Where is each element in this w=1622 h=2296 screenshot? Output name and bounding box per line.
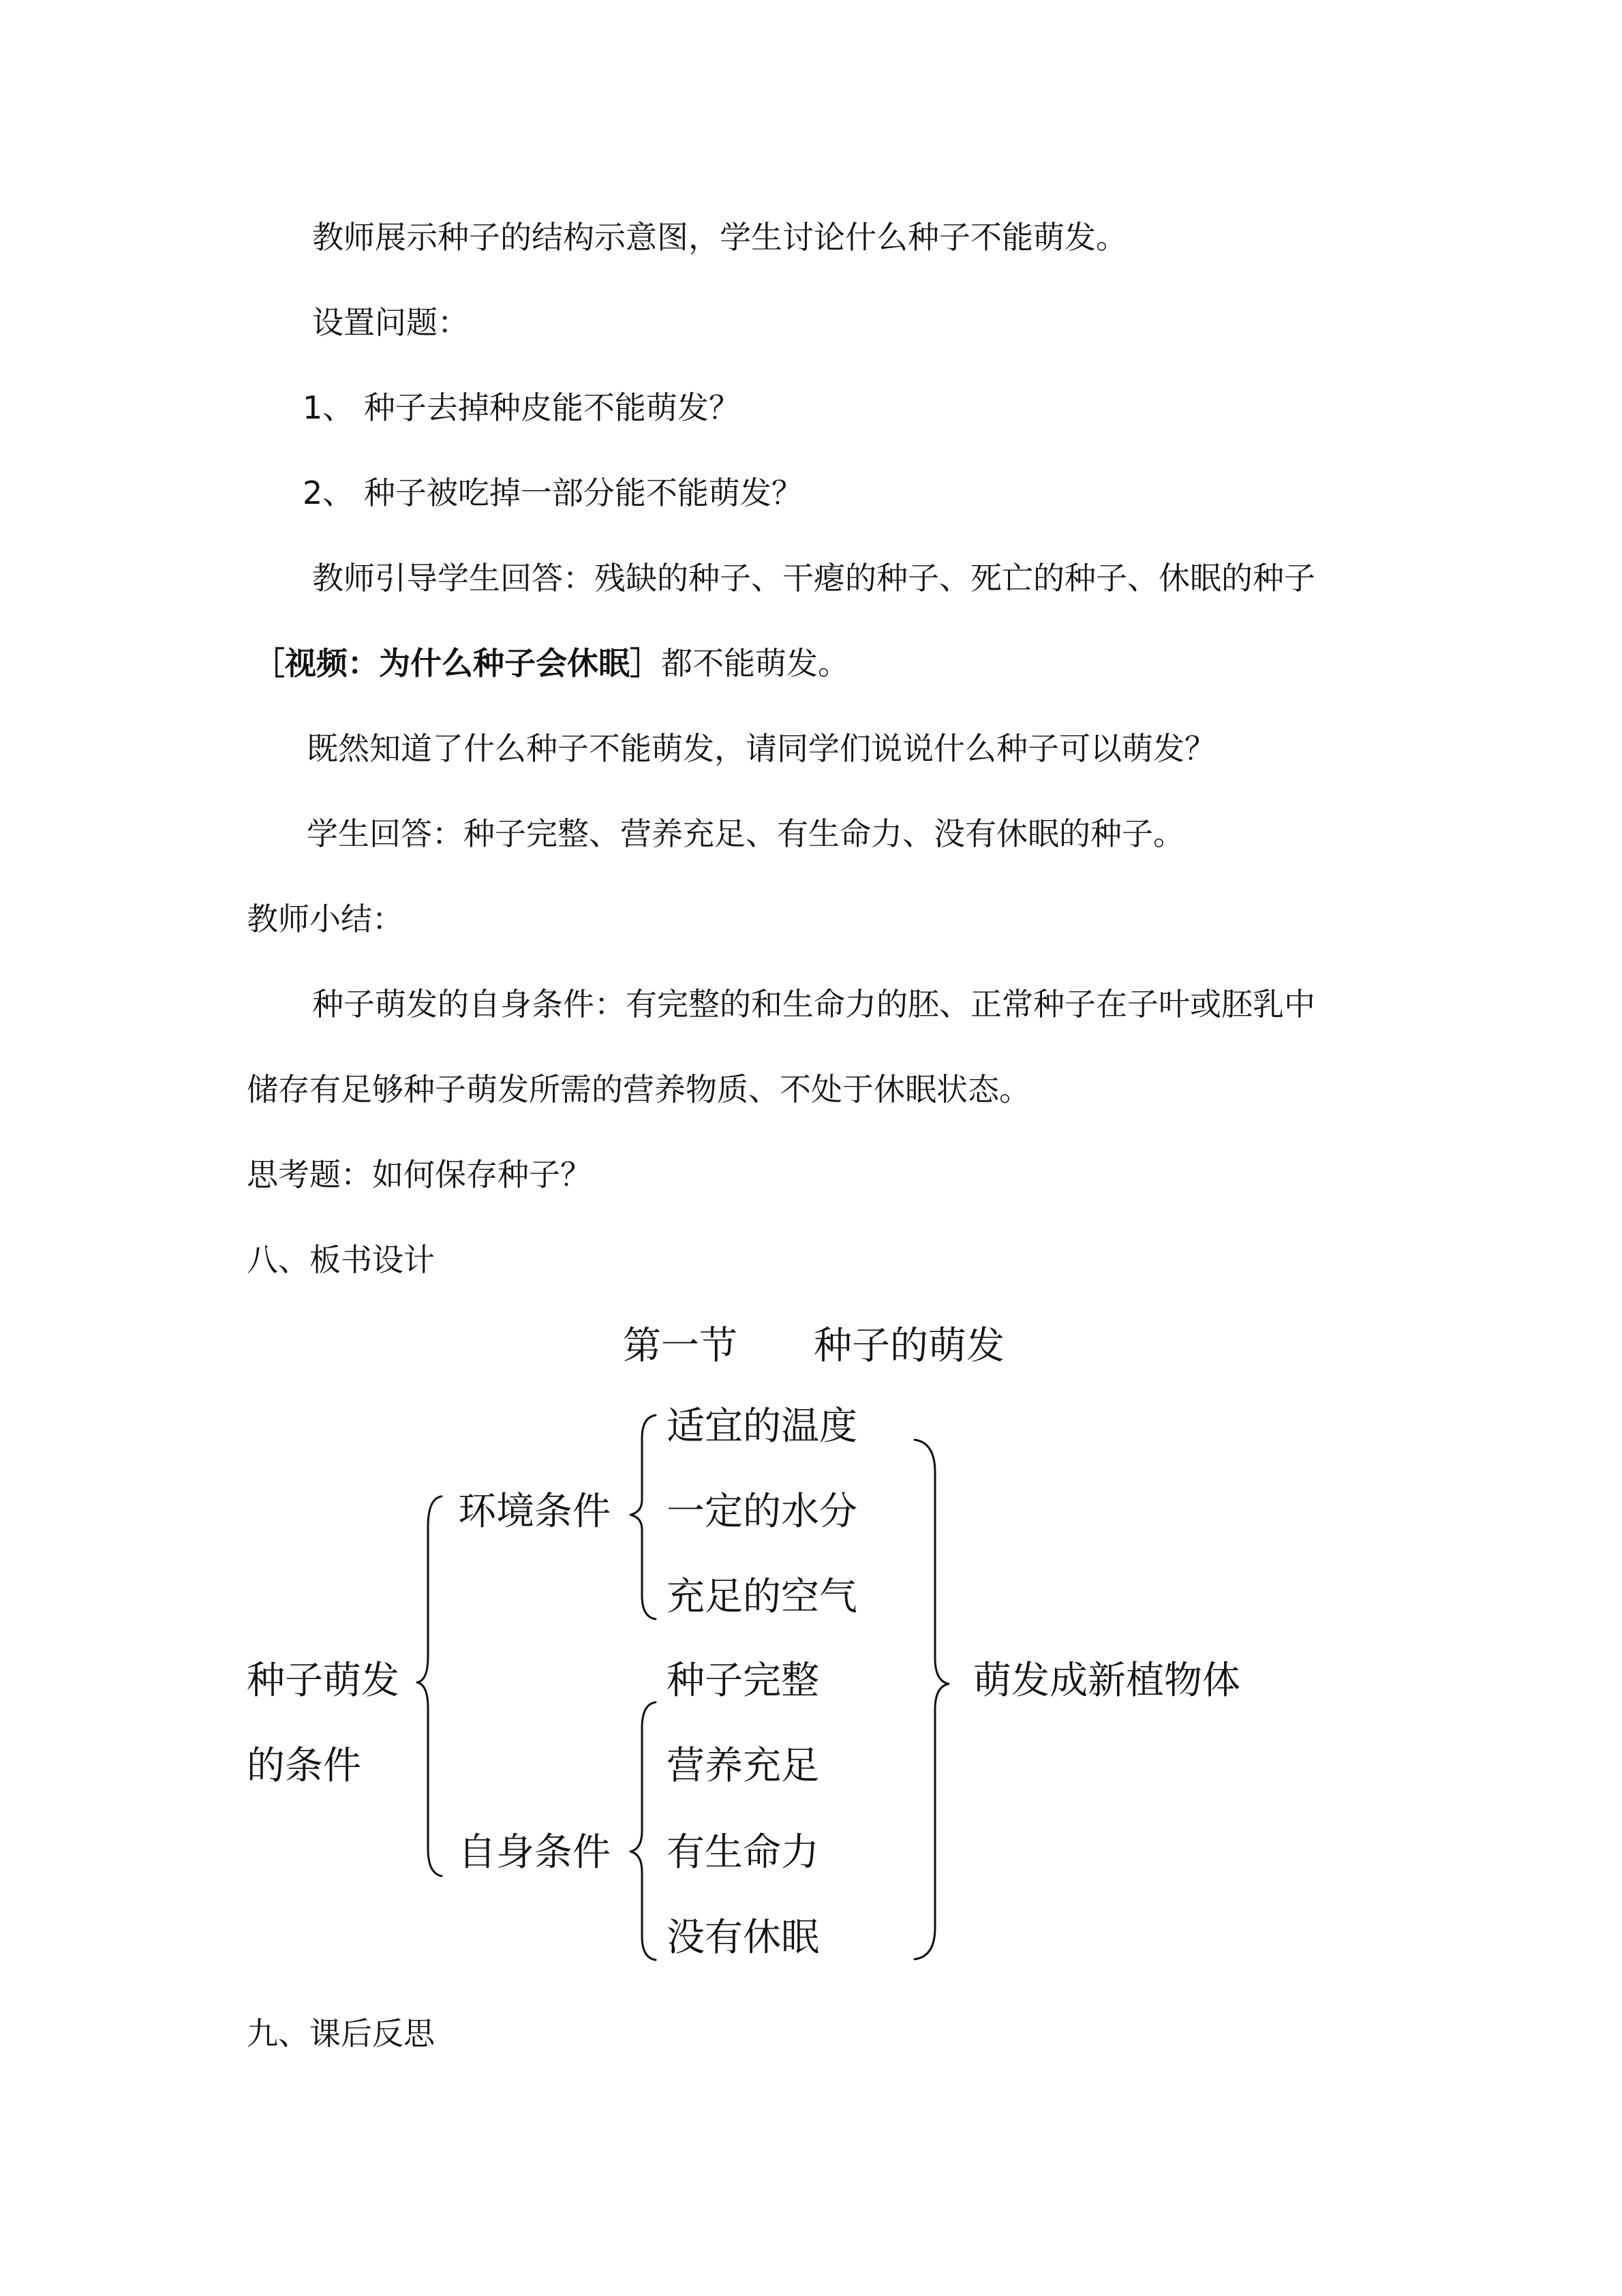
- section-heading-reflection: 九、课后反思: [247, 2015, 435, 2052]
- section-heading-board-design: 八、板书设计: [247, 1241, 435, 1278]
- diagram-self-item: 有生命力: [667, 1830, 819, 1875]
- video-link-text: ［视频：为什么种子会休眠］: [254, 645, 661, 682]
- brace-self: [630, 1702, 656, 1960]
- brace-env: [630, 1415, 656, 1619]
- diagram-root-line-2: 的条件: [247, 1744, 361, 1788]
- diagram-result: 萌发成新植物体: [973, 1659, 1240, 1703]
- diagram-self-item: 没有休眠: [667, 1916, 819, 1960]
- brace-result: [915, 1440, 949, 1959]
- question-1: 1、 种子去掉种皮能不能萌发？: [303, 389, 740, 426]
- diagram-title-section: 第一节: [623, 1324, 737, 1368]
- paragraph-think-question: 思考题：如何保存种子？: [247, 1156, 592, 1193]
- brace-root: [417, 1496, 442, 1876]
- diagram-env-label: 环境条件: [458, 1490, 611, 1534]
- diagram-self-item: 种子完整: [667, 1659, 819, 1703]
- paragraph-teacher-guides: 教师引导学生回答：残缺的种子、干瘪的种子、死亡的种子、休眠的种子: [312, 560, 1315, 596]
- paragraph-question-to-students: 既然知道了什么种子不能萌发，请同学们说说什么种子可以萌发？: [307, 730, 1216, 767]
- diagram-self-label: 自身条件: [458, 1830, 611, 1875]
- question-2: 2、 种子被吃掉一部分能不能萌发？: [303, 474, 803, 511]
- diagram-env-item: 一定的水分: [667, 1490, 857, 1534]
- diagram-self-item: 营养充足: [667, 1744, 819, 1788]
- paragraph-self-conditions-2: 储存有足够种子萌发所需的营养物质、不处于休眠状态。: [247, 1071, 1030, 1108]
- paragraph-set-questions: 设置问题：: [312, 304, 469, 341]
- diagram-root-line-1: 种子萌发: [247, 1659, 399, 1703]
- diagram-env-item: 充足的空气: [667, 1575, 857, 1619]
- diagram-title-topic: 种子的萌发: [814, 1324, 1005, 1368]
- paragraph-self-conditions-1: 种子萌发的自身条件：有完整的和生命力的胚、正常种子在子叶或胚乳中: [312, 986, 1315, 1023]
- paragraph-teacher-shows-diagram: 教师展示种子的结构示意图，学生讨论什么种子不能萌发。: [312, 219, 1127, 256]
- video-line-rest: 都不能萌发。: [661, 645, 849, 682]
- paragraph-student-answer: 学生回答：种子完整、营养充足、有生命力、没有休眠的种子。: [307, 815, 1184, 852]
- paragraph-teacher-summary: 教师小结：: [247, 901, 403, 937]
- diagram-env-item: 适宜的温度: [667, 1404, 857, 1449]
